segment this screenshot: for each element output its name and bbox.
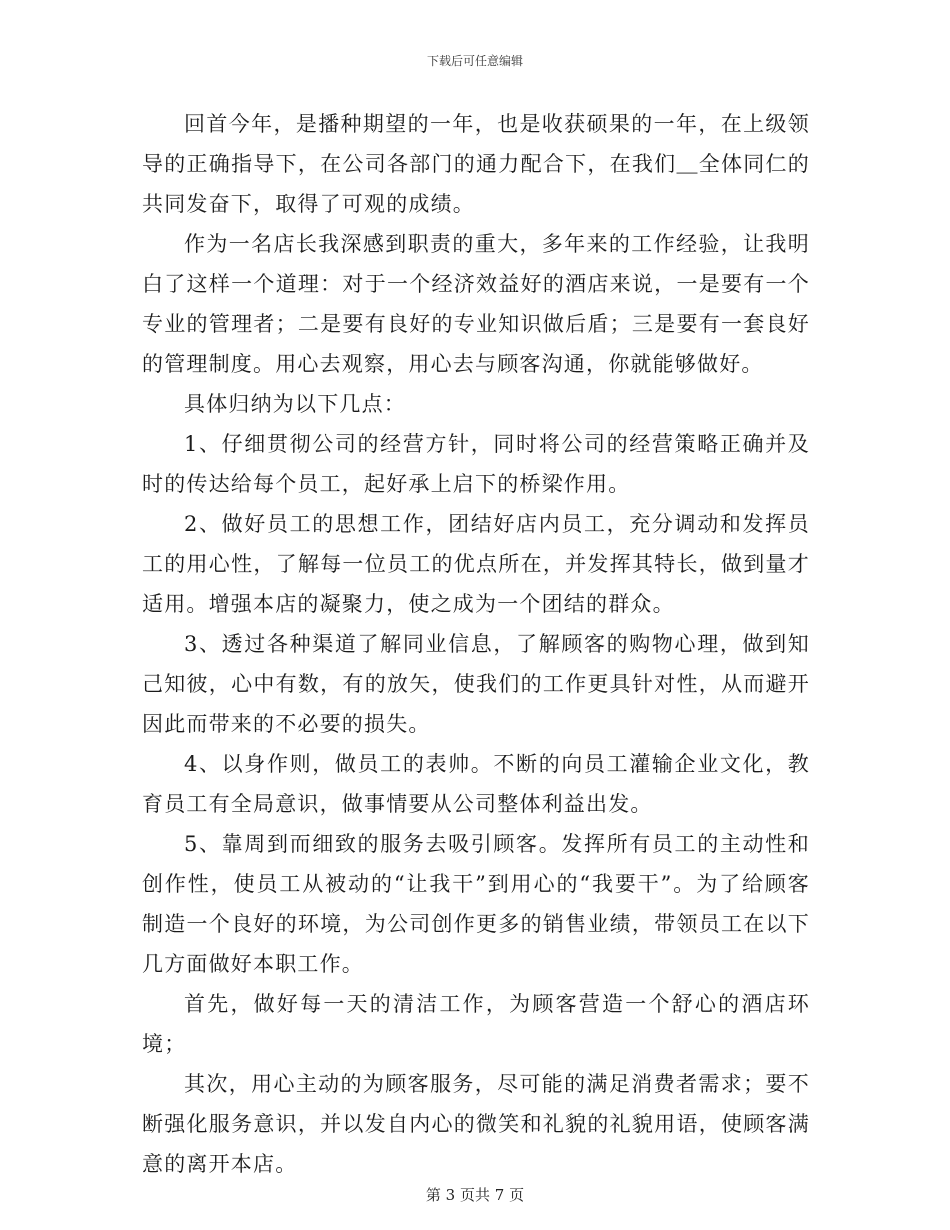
paragraph-summary-lead: 具体归纳为以下几点： — [184, 392, 406, 416]
paragraph-second: 其次，用心主动的为顾客服务，尽可能的满足消费者需求；要不断强化服务意识，并以发自内心的微笑和礼貌的礼貌用语，使顾客满意的离开本店。 — [142, 1072, 810, 1176]
paragraph-point-1: 1、仔细贯彻公司的经营方针，同时将公司的经营策略正确并及时的传达给每个员工，起好承上启下的桥梁作用。 — [142, 432, 810, 496]
paragraph-point-4: 4、以身作则，做员工的表帅。不断的向员工灌输企业文化，教育员工有全局意识，做事情要从公司整体利益出发。 — [142, 752, 810, 816]
paragraph-point-2: 2、做好员工的思想工作，团结好店内员工，充分调动和发挥员工的用心性，了解每一位员工的优点所在，并发挥其特长，做到量才适用。增强本店的凝聚力，使之成为一个团结的群众。 — [142, 512, 810, 616]
paragraph-first: 首先，做好每一天的清洁工作，为顾客营造一个舒心的酒店环境； — [142, 992, 810, 1056]
page-header: 下载后可任意编辑 — [426, 54, 523, 68]
document-body — [142, 104, 810, 1184]
page-footer: 第 3 页共 7 页 — [425, 1186, 525, 1204]
paragraph-manager-duty: 作为一名店长我深感到职责的重大，多年来的工作经验，让我明白了这样一个道理：对于一个经济效益好的酒店来说，一是要有一个专业的管理者；二是要有良好的专业知识做后盾；三是要有一套良好的管理制度。用心去观察，用心去与顾客沟通，你就能够做好。 — [142, 232, 810, 376]
paragraph-intro: 回首今年，是播种期望的一年，也是收获硕果的一年，在上级领导的正确指导下，在公司各部门的通力配合下，在我们＿全体同仁的共同发奋下，取得了可观的成绩。 — [142, 112, 810, 216]
paragraph-point-3: 3、透过各种渠道了解同业信息，了解顾客的购物心理，做到知己知彼，心中有数，有的放矢，使我们的工作更具针对性，从而避开因此而带来的不必要的损失。 — [142, 632, 810, 736]
paragraph-point-5: 5、靠周到而细致的服务去吸引顾客。发挥所有员工的主动性和创作性，使员工从被动的“让我干”到用心的“我要干”。为了给顾客制造一个良好的环境，为公司创作更多的销售业绩，带领员工在以下几方面做好本职工作。 — [142, 832, 810, 976]
